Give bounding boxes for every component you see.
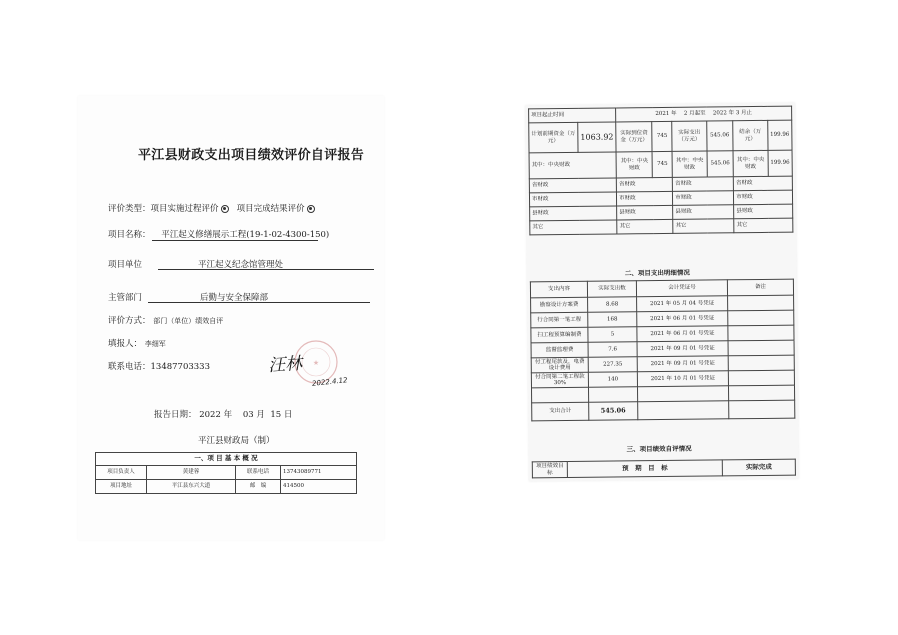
table-cell (728, 310, 794, 326)
table-cell: 勘察设计方案费 (531, 297, 588, 313)
table-cell: 199.96 (767, 120, 792, 150)
month-unit: 月 (256, 410, 265, 420)
table-cell: 实际支出数 (587, 281, 636, 298)
table-cell: 省财政 (529, 178, 616, 193)
table-row (529, 150, 792, 179)
method-label: 评价方式： (108, 316, 151, 326)
underline (158, 269, 374, 270)
handwritten-signature: 汪林 (267, 353, 303, 377)
table-cell: 其中：中央财政 (733, 150, 768, 176)
table-cell: 市财政 (673, 191, 734, 206)
expense-detail-table (530, 279, 795, 422)
performance-table (532, 459, 796, 479)
report-date-label: 报告日期： (154, 410, 197, 420)
table-cell: 市财政 (617, 191, 673, 206)
table-cell: 其它 (617, 219, 673, 234)
table-cell: 实际到位资金（万元） (616, 122, 652, 152)
table-cell: 140 (588, 372, 637, 388)
table-row (96, 480, 357, 494)
table-cell: 8.68 (588, 297, 637, 313)
project-unit-label: 项目单位 (108, 260, 143, 270)
table-cell: 227.35 (588, 357, 637, 373)
reporter-row (108, 337, 166, 349)
table-row (529, 120, 792, 153)
table-cell: 其它 (673, 219, 734, 234)
table-cell: 545.06 (707, 151, 734, 177)
table-cell: 其中：中央财政 (529, 152, 616, 179)
table-cell: 199.96 (768, 150, 793, 176)
table-cell: 会计凭证号 (636, 280, 727, 297)
project-name-label: 项目名称 (108, 230, 143, 240)
table-cell: 2021 年 06 月 01 号凭证 (637, 311, 728, 327)
dept-value: 后勤与安全保障部 (200, 293, 269, 303)
table-cell: 市财政 (734, 190, 793, 205)
table-cell: 168 (588, 312, 637, 328)
reporter-value: 李细军 (144, 340, 166, 348)
table-cell: 县财政 (617, 205, 673, 220)
day-unit: 日 (283, 410, 293, 420)
underline (148, 302, 370, 303)
table-cell: 联系电话 (236, 466, 281, 480)
eval-type-label: 评价类型： (108, 204, 151, 214)
method-row (108, 314, 223, 326)
table-cell: 支出合计 (532, 402, 589, 421)
report-title: 平江县财政支出项目绩效评价自评报告 (138, 148, 365, 163)
table-cell: 付合同第二笔工程款 30% (531, 372, 588, 388)
handwritten-date: 2022.4.12 (311, 376, 348, 388)
table-row (532, 459, 795, 478)
radio-checked-icon (307, 205, 315, 213)
table-cell: 实际完成 (722, 459, 795, 476)
table-cell: 行合同第一笔工程 (531, 312, 588, 328)
reporter-label: 填报人： (108, 339, 143, 349)
year-unit: 年 (223, 410, 233, 420)
table-cell: 省财政 (672, 177, 733, 192)
basic-info-table-title: 一、项 目 基 本 概 况 (96, 453, 357, 466)
table-cell: 7.6 (588, 342, 637, 358)
eval-type-option-result: 项目完成结果评价 (236, 204, 305, 214)
table-cell: 实际支出（万元） (672, 121, 707, 151)
table-cell: 县财政 (530, 206, 617, 221)
table-cell: 计划前期资金（万元） (529, 122, 578, 153)
table-cell: 545.06 (706, 121, 733, 151)
table-cell: 付工程尾款及，电费设计费用 (531, 357, 588, 373)
table-cell (728, 340, 794, 356)
table-cell: 1063.92 (578, 122, 616, 152)
table-cell: 项目绩效目标 (532, 462, 567, 478)
table-cell: 平江县东兴大道 (147, 480, 236, 494)
project-unit-value: 平江起义纪念馆管理处 (198, 260, 284, 270)
table-cell: 其它 (530, 220, 617, 235)
table-cell: 项目负责人 (96, 466, 147, 480)
table-cell: 2021 年 09 月 01 号凭证 (637, 341, 728, 357)
radio-checked-icon (221, 205, 229, 213)
seal-star-icon: ★ (312, 359, 320, 367)
table-cell: 5 (588, 327, 637, 343)
eval-type-option-process: 项目实施过程评价 (150, 204, 219, 214)
table-cell: 545.06 (589, 402, 638, 421)
project-name-value: 平江起义修缮展示工程(19-1-02-4300-150) (161, 230, 330, 240)
table-cell: 2021 年 05 月 04 号凭证 (637, 296, 728, 312)
table-cell: 2021 年 06 月 01 号凭证 (637, 326, 728, 342)
table-row (530, 218, 793, 235)
dept-label: 主管部门 (108, 293, 143, 303)
table-cell: 支出内容 (530, 281, 587, 298)
table-cell: 745 (652, 151, 672, 177)
table-cell: 省财政 (733, 176, 792, 191)
table-cell: 745 (652, 121, 672, 151)
table-cell: 黄建蓉 (147, 466, 236, 480)
table-cell: 备注 (727, 279, 793, 296)
table-cell (728, 370, 794, 386)
table-cell: 2021 年 2 月起至 2022 年 3 月止 (616, 106, 792, 122)
report-year: 2022 (199, 410, 221, 420)
table-row-total (532, 400, 795, 421)
project-name-row: 项目名称： 平江起义修缮展示工程(19-1-02-4300-150) (108, 230, 330, 240)
table-cell: 市财政 (529, 192, 616, 207)
table-cell: 项目起止时间 (529, 108, 616, 123)
table-cell: 县财政 (673, 205, 734, 220)
underline (152, 240, 318, 241)
table-cell: 2021 年 09 月 01 号凭证 (637, 356, 728, 372)
table-cell (728, 325, 794, 341)
table-cell: 县财政 (734, 204, 793, 219)
table-cell: 其中：中央财政 (616, 152, 652, 178)
funding-table (528, 106, 793, 236)
issuer: 平江县财政局（制） (198, 436, 275, 446)
table-row (96, 466, 357, 480)
phone-value: 13487703333 (150, 362, 211, 372)
table-cell: 结余（万元） (733, 120, 768, 150)
phone-label: 联系电话： (108, 362, 151, 372)
table-cell: 扫工程预算编制费 (531, 327, 588, 343)
section-title-expense-details: 二、项目支出明细情况 (624, 268, 690, 278)
report-date-row (154, 408, 292, 420)
eval-type-row (108, 202, 315, 214)
table-cell: 邮 编 (236, 480, 281, 494)
section-title-performance: 三、项目绩效自评情况 (626, 444, 692, 454)
report-cover-page (78, 96, 384, 540)
table-cell: 监督监理费 (531, 342, 588, 358)
report-month: 03 (242, 410, 254, 420)
table-cell: 414500 (281, 480, 357, 494)
table-cell: 其中：中央财政 (672, 151, 707, 177)
report-day: 15 (270, 410, 282, 420)
report-detail-page (525, 103, 799, 482)
table-cell: 13743089771 (281, 466, 357, 480)
table-cell: 省财政 (616, 177, 672, 192)
table-cell: 项目地址 (96, 480, 147, 494)
table-cell (728, 295, 794, 311)
method-value: 部门（单位）绩效自评 (153, 317, 224, 325)
phone-row (108, 360, 210, 372)
table-cell (728, 355, 794, 371)
table-cell: 预 期 目 标 (567, 460, 722, 478)
table-cell: 其它 (734, 218, 793, 233)
table-cell: 2021 年 10 月 01 号凭证 (637, 371, 728, 387)
basic-info-table (95, 452, 357, 494)
